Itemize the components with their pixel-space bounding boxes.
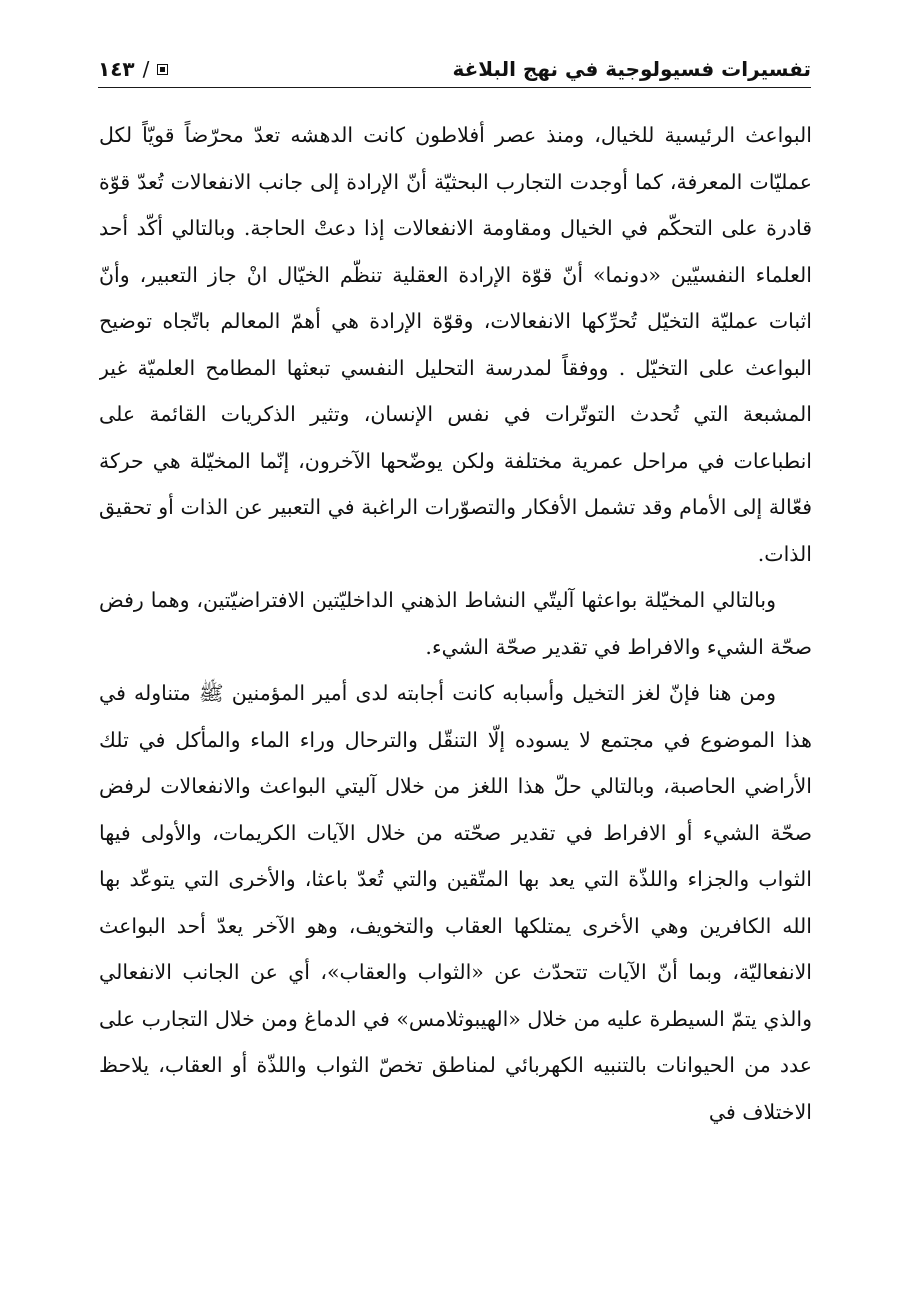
paragraph-1: البواعث الرئيسية للخيال، ومنذ عصر أفلاطون كانت الدهشه تعدّ محرّضاً قويّاً لكل عمليّات المعرفة، كما أوجدت التجارب البحثيّة أنّ الإرادة إلى جانب الانفعالات تُعدّ قوّة قادرة على التحكّم في الخيال ومقاومة الانفعالات إذا دعتْ الحاجة. وبالتالي أكّد أحد العلماء النفسيّين «دونما» أنّ قوّة الإرادة العقلية تنظّم الخيّال انْ جاز التعبير، وأنّ اثبات عمليّة التخيّل تُحرِّكها الانفعالات، وقوّة الإرادة هي أهمّ المعالم باتّجاه توضيح البواعث على التخيّل . ووفقاً لمدرسة التحليل النفسي تبعثها المطامح العلميّة غير المشبعة التي تُحدث التوتّرات في نفس الإنسان، وتثير الذكريات القائمة على انطباعات في مراحل عمرية مختلفة ولكن يوضّحها الآخرون، إنّما المخيّلة هي حركة فعّالة إلى الأمام وقد تشمل الأفكار والتصوّرات الراغبة في التعبير عن الذات أو تحقيق الذات. (99, 123, 812, 566)
paragraph-2: وبالتالي المخيّلة بواعثها آليتّي النشاط الذهني الداخليّتين الافتراضيّتين، وهما رفض صحّة الشيء والافراط في تقدير صحّة الشيء. (99, 588, 812, 659)
running-title: تفسيرات فسيولوجية في نهج البلاغة (452, 57, 811, 81)
paragraph-3: ومن هنا فإنّ لغز التخيل وأسبابه كانت أجابته لدى أمير المؤمنين ﷺ متناوله في هذا الموضوع في مجتمع لا يسوده إلّا التنقّل والترحال وراء الماء والمأكل في تلك الأراضي الحاصبة، وبالتالي حلّ هذا اللغز من خلال آليتي البواعث والانفعالات لرفض صحّة الشيء أو الافراط في تقدير صحّته من خلال الآيات الكريمات، والأولى فيها الثواب والجزاء واللذّة التي يعد بها المتّقين والتي تُعدّ باعثا، والأخرى التي يتوعّد بها الله الكافرين وهي الأخرى يمتلكها العقاب والتخويف، وهو الآخر يعدّ أحد البواعث الانفعاليّة، وبما أنّ الآيات تتحدّث عن «الثواب والعقاب»، أي عن الجانب الانفعالي والذي يتمّ السيطرة عليه من خلال «الهيبوثلامس» في الدماغ ومن خلال التجارب على عدد من الحيوانات بالتنبيه الكهربائي لمناطق تخصّ الثواب واللذّة أو العقاب، يلاحظ الاختلاف في (99, 681, 812, 1124)
square-ornament-icon (157, 64, 168, 75)
page-header (98, 44, 811, 88)
page-number-separator: / (142, 57, 150, 81)
page-number-block (98, 59, 168, 79)
page-number: ١٤٣ (98, 57, 135, 81)
body-text (99, 112, 812, 1307)
